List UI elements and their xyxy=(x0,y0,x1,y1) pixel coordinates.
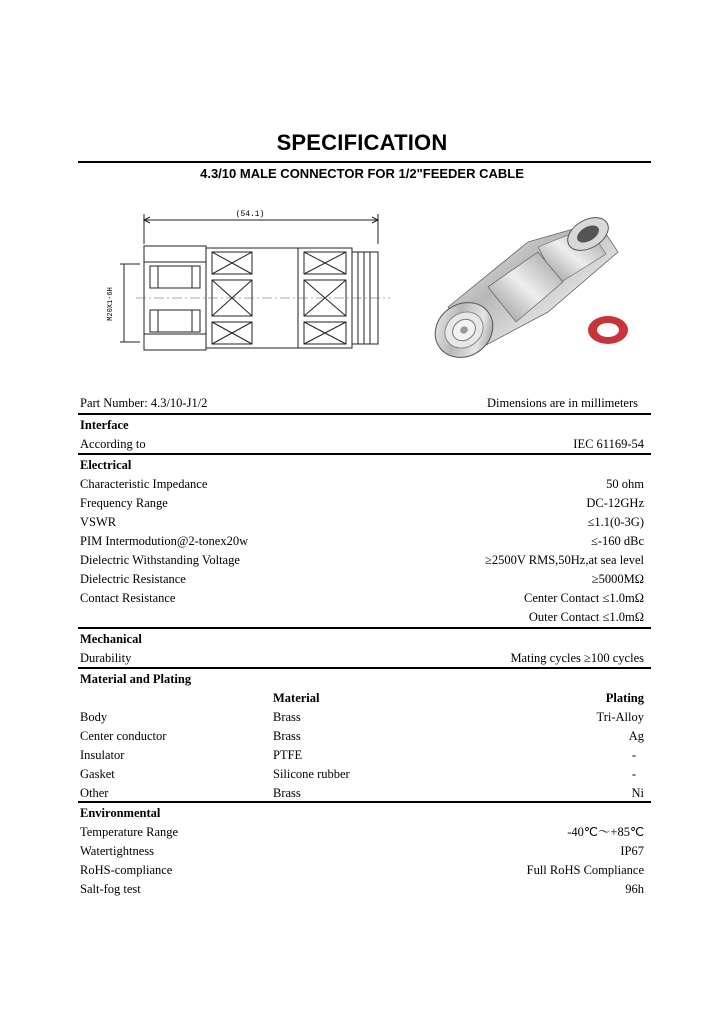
plating-column-header: Plating xyxy=(605,691,644,705)
title-rule xyxy=(78,161,651,163)
material-value: PTFE xyxy=(273,748,303,762)
spec-label: Temperature Range xyxy=(80,825,179,839)
spec-label: Watertightness xyxy=(80,844,154,858)
section-rule xyxy=(78,413,651,415)
plating-value: - xyxy=(631,748,636,762)
spec-label: Contact Resistance xyxy=(80,591,176,605)
spec-label: VSWR xyxy=(80,515,117,529)
spec-label: RoHS-compliance xyxy=(80,863,173,877)
connector-photo xyxy=(428,212,648,372)
spec-row xyxy=(80,649,644,667)
section-heading: Interface xyxy=(80,418,129,432)
material-row xyxy=(80,708,644,726)
spec-row xyxy=(80,570,644,588)
spec-row xyxy=(80,513,644,531)
spec-label: Characteristic Impedance xyxy=(80,477,208,491)
spec-row xyxy=(80,880,644,898)
environmental-heading xyxy=(80,804,644,822)
section-heading: Material and Plating xyxy=(80,672,192,686)
spec-value: ≥2500V RMS,50Hz,at sea level xyxy=(484,553,644,567)
spec-label: Dielectric Withstanding Voltage xyxy=(80,553,240,567)
spec-value: Outer Contact ≤1.0mΩ xyxy=(528,610,644,624)
page-subtitle: 4.3/10 MALE CONNECTOR FOR 1/2"FEEDER CABLE xyxy=(200,166,524,181)
spec-row xyxy=(80,608,644,626)
spec-label: Salt-fog test xyxy=(80,882,141,896)
section-heading: Mechanical xyxy=(80,632,142,646)
part-label: Center conductor xyxy=(80,729,167,743)
material-value: Silicone rubber xyxy=(273,767,350,781)
spec-value: ≥5000MΩ xyxy=(591,572,644,586)
spec-value: ≤-160 dBc xyxy=(590,534,644,548)
material-row xyxy=(80,784,644,802)
plating-value: Ni xyxy=(631,786,644,800)
spec-label: PIM Intermodution@2-tonex20w xyxy=(80,534,249,548)
spec-value: DC-12GHz xyxy=(586,496,644,510)
spec-row xyxy=(80,532,644,550)
plating-value: Tri-Alloy xyxy=(596,710,644,724)
electrical-heading xyxy=(80,456,644,474)
plating-value: - xyxy=(631,767,636,781)
material-column-header: Material xyxy=(273,691,320,705)
spec-label: Dielectric Resistance xyxy=(80,572,186,586)
connector-body xyxy=(428,212,618,369)
thread-dimension-label: M20X1-6H xyxy=(107,287,115,321)
spec-value: Mating cycles ≥100 cycles xyxy=(510,651,644,665)
spec-row xyxy=(80,861,644,879)
spec-label: Frequency Range xyxy=(80,496,168,510)
spec-value: 96h xyxy=(625,882,644,896)
part-label: Insulator xyxy=(80,748,125,762)
spec-row xyxy=(80,551,644,569)
spec-row xyxy=(80,823,644,841)
spec-value: Full RoHS Compliance xyxy=(526,863,644,877)
spec-row xyxy=(80,589,644,607)
material-row xyxy=(80,765,644,783)
spec-row xyxy=(80,475,644,493)
page-title: SPECIFICATION xyxy=(276,130,448,155)
spec-value: 50 ohm xyxy=(606,477,644,491)
part-label: Body xyxy=(80,710,108,724)
connector-drawing xyxy=(100,204,400,364)
plating-value: Ag xyxy=(628,729,644,743)
material-column-headers xyxy=(80,689,644,707)
spec-value: IEC 61169-54 xyxy=(573,437,644,451)
part-number-row xyxy=(80,394,644,412)
spec-label: According to xyxy=(80,437,146,451)
spec-label: Durability xyxy=(80,651,132,665)
part-label: Gasket xyxy=(80,767,115,781)
material-heading xyxy=(80,670,644,688)
section-rule xyxy=(78,453,651,455)
dimensions-note: Dimensions are in millimeters xyxy=(486,396,638,410)
section-heading: Electrical xyxy=(80,458,132,472)
length-dimension-label: (54.1) xyxy=(235,210,265,219)
spec-row xyxy=(80,435,644,453)
spec-value: ≤1.1(0-3G) xyxy=(587,515,644,529)
section-rule xyxy=(78,627,651,629)
part-number: Part Number: 4.3/10-J1/2 xyxy=(80,396,208,410)
material-row xyxy=(80,727,644,745)
spec-value: -40℃～+85℃ xyxy=(567,825,644,839)
spec-row xyxy=(80,842,644,860)
spec-row xyxy=(80,494,644,512)
interface-heading xyxy=(80,416,644,434)
spec-value: Center Contact ≤1.0mΩ xyxy=(524,591,644,605)
material-row xyxy=(80,746,644,764)
spec-value: IP67 xyxy=(620,844,644,858)
section-rule xyxy=(78,801,651,803)
material-value: Brass xyxy=(273,710,301,724)
gasket-o-ring xyxy=(588,316,628,344)
material-value: Brass xyxy=(273,729,301,743)
part-label: Other xyxy=(80,786,109,800)
material-value: Brass xyxy=(273,786,301,800)
mechanical-heading xyxy=(80,630,644,648)
section-heading: Environmental xyxy=(80,806,161,820)
section-rule xyxy=(78,667,651,669)
